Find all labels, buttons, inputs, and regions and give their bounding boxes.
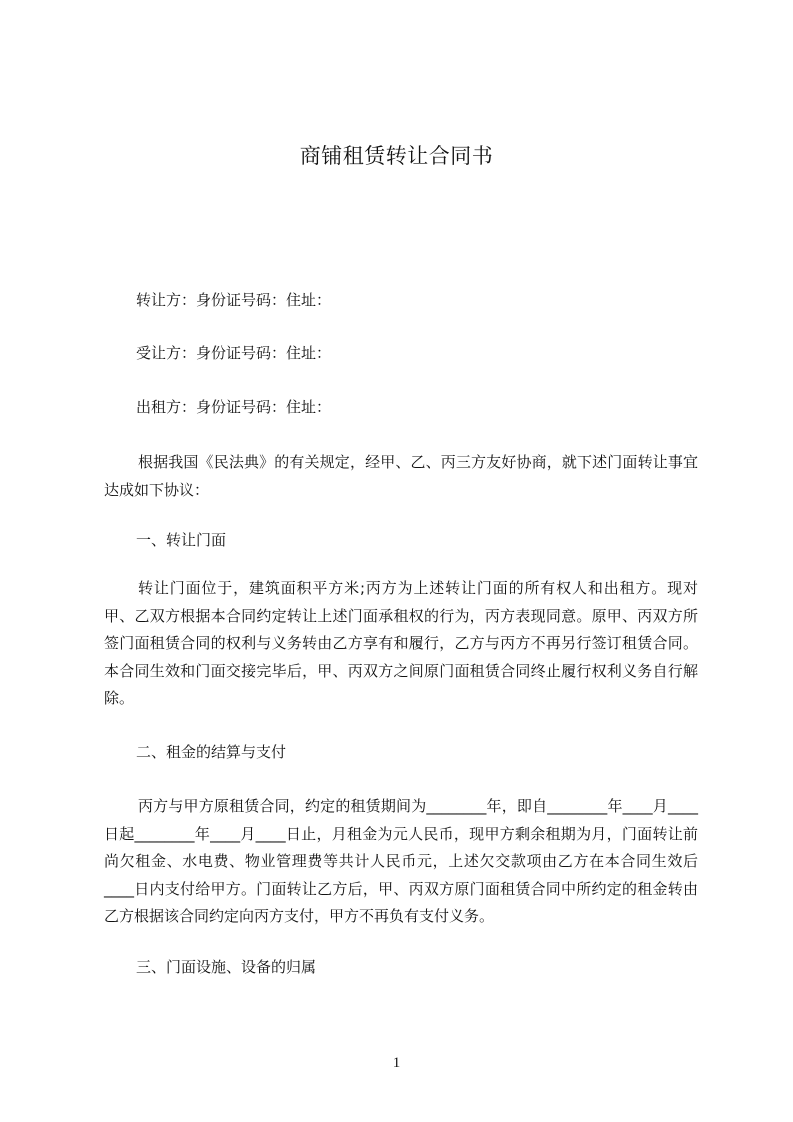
transferee-line: 受让方：身份证号码：住址： [136,344,332,362]
section-2-body: 丙方与甲方原租赁合同，约定的租赁期间为________年，即自________年____月____日起________年____月____日止，月租金为元人民币，现甲方剩余租期为月，门面转让前尚欠租金、水电费、物业管理费等共计人民币元，上述欠交款项由乙方在本合同生效后____日内支付给甲方。门面转让乙方后，甲、丙双方原门面租赁合同中所约定的租金转由乙方根据该合同约定向丙方支付，甲方不再负有支付义务。 [104,797,698,925]
page-number: 1 [392,1055,401,1071]
document-title: 商铺租赁转让合同书 [299,144,494,168]
lessor-line: 出租方：身份证号码：住址： [136,398,332,416]
intro-paragraph: 根据我国《民法典》的有关规定，经甲、乙、丙三方友好协商，就下述门面转让事宜达成如下协议： [104,453,698,499]
section-2-heading: 二、租金的结算与支付 [136,743,287,761]
transferor-line: 转让方：身份证号码：住址： [136,291,332,309]
section-1-heading: 一、转让门面 [136,531,227,549]
section-3-heading: 三、门面设施、设备的归属 [136,958,317,976]
section-1-body: 转让门面位于，建筑面积平方米;丙方为上述转让门面的所有权人和出租方。现对甲、乙双方根据本合同约定转让上述门面承租权的行为，丙方表现同意。原甲、丙双方所签门面租赁合同的权利与义务转由乙方享有和履行，乙方与丙方不再另行签订租赁合同。本合同生效和门面交接完毕后，甲、丙双方之间原门面租赁合同终止履行权利义务自行解除。 [104,579,698,707]
